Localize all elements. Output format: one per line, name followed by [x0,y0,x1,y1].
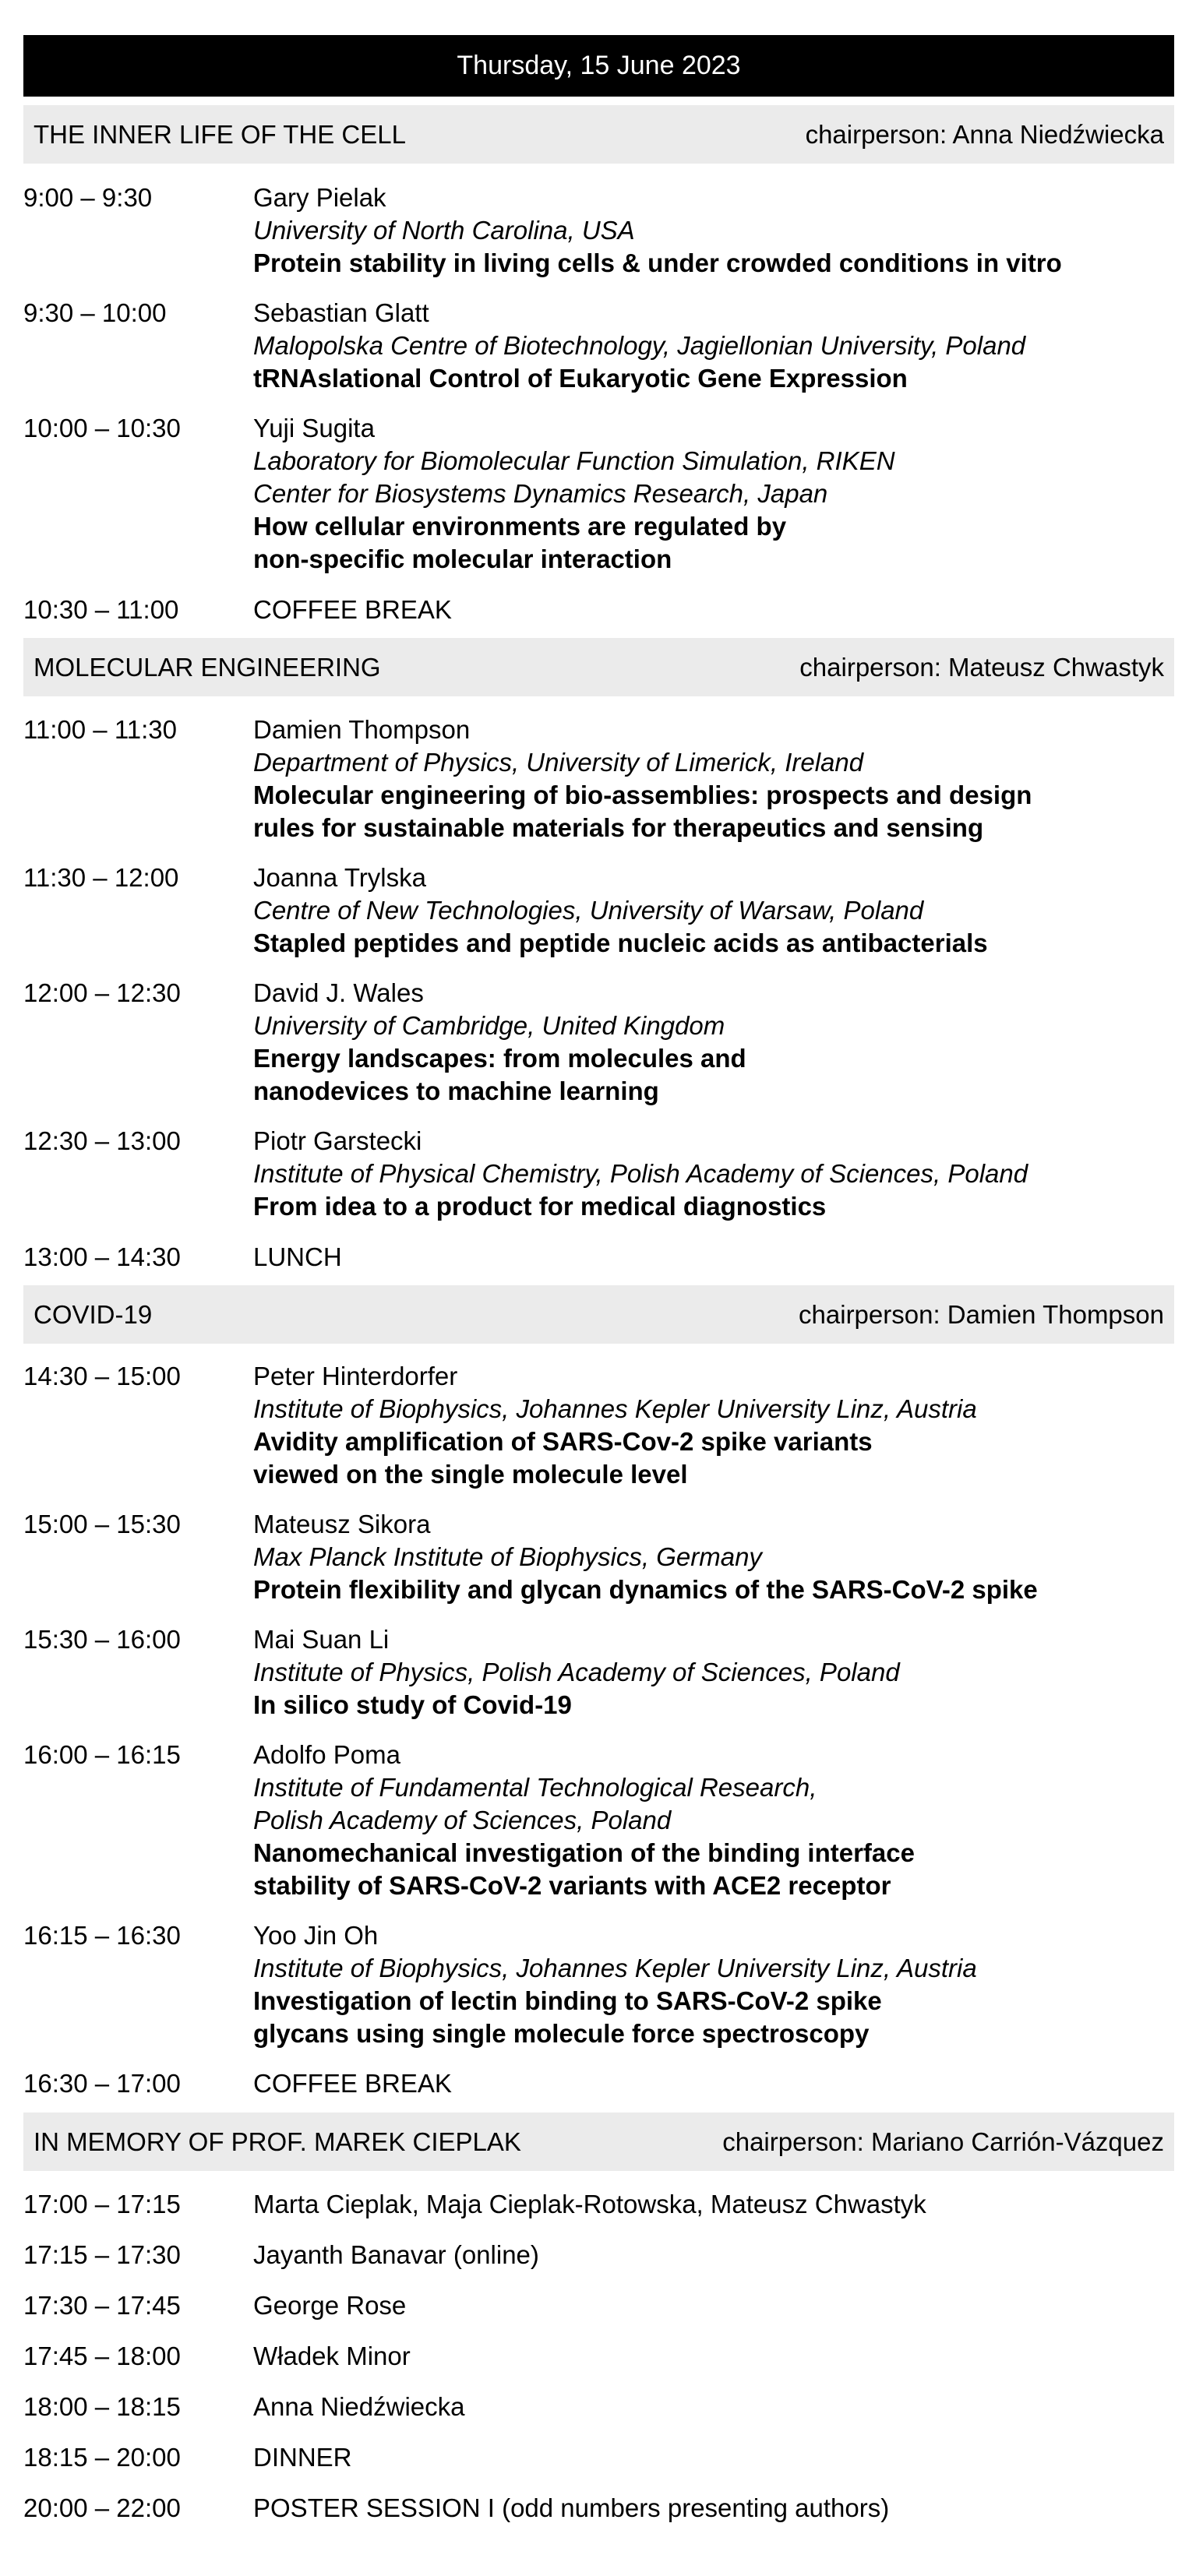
speaker-name: Mateusz Sikora [253,1510,431,1538]
speaker-name: Peter Hinterdorfer [253,1362,458,1390]
break-label: LUNCH [253,1242,342,1271]
day-date: Thursday, 15 June 2023 [457,51,741,80]
speaker-name: George Rose [253,2291,407,2320]
speaker-name: Yuji Sugita [253,414,375,442]
row-time: 17:45 – 18:00 [23,2342,181,2370]
session-header [23,105,1174,164]
talk-title: From idea to a product for medical diagnostics [253,1192,827,1221]
talk-title: In silico study of Covid-19 [253,1690,572,1719]
talk-title: rules for sustainable materials for therapeutics and sensing [253,813,984,842]
talk-title: stability of SARS-CoV-2 variants with ACE2 receptor [253,1871,891,1900]
affiliation: Center for Biosystems Dynamics Research, Japan [253,479,828,508]
talk-title: Investigation of lectin binding to SARS-CoV-2 spike [253,1986,882,2015]
row-time: 15:30 – 16:00 [23,1625,181,1654]
break-label: COFFEE BREAK [253,2069,452,2098]
talk-title: tRNAslational Control of Eukaryotic Gene Expression [253,364,908,393]
affiliation: Institute of Biophysics, Johannes Kepler University Linz, Austria [253,1394,977,1423]
affiliation: Department of Physics, University of Limerick, Ireland [253,748,864,777]
talk-title: nanodevices to machine learning [253,1077,659,1105]
session-chair: chairperson: Mariano Carrión-Vázquez [722,2127,1164,2156]
speaker-name: Gary Pielak [253,183,386,212]
row-content [253,2391,1173,2423]
row-time: 20:00 – 22:00 [23,2493,181,2522]
talk-title: non-specific molecular interaction [253,544,672,573]
talk-title: glycans using single molecule force spectroscopy [253,2019,870,2048]
day-header [23,35,1174,97]
talk-title: Molecular engineering of bio-assemblies: prospects and design [253,781,1032,809]
session-chair: chairperson: Damien Thompson [799,1299,1164,1329]
talk-title: Energy landscapes: from molecules and [253,1044,746,1073]
row-time: 10:00 – 10:30 [23,414,181,442]
affiliation: Institute of Physics, Polish Academy of Sciences, Poland [253,1658,900,1686]
row-time: 11:30 – 12:00 [23,863,179,892]
row-time: 13:00 – 14:30 [23,1242,181,1271]
speaker-name: Adolfo Poma [253,1740,400,1769]
speaker-name: Joanna Trylska [253,863,426,892]
row-content [253,2067,1173,2100]
talk-title: Nanomechanical investigation of the binding interface [253,1838,915,1867]
affiliation: Institute of Fundamental Technological Research, [253,1773,817,1802]
row-content [253,1919,1173,2050]
row-content [253,1125,1173,1223]
speaker-name: Marta Cieplak, Maja Cieplak-Rotowska, Mateusz Chwastyk [253,2190,926,2218]
row-content [253,2289,1173,2322]
row-content [253,1623,1173,1721]
row-content [253,181,1173,280]
session-name: COVID-19 [34,1299,153,1329]
speaker-name: Mai Suan Li [253,1625,390,1654]
session-chair: chairperson: Anna Niedźwiecka [805,119,1164,149]
speaker-name: Władek Minor [253,2342,411,2370]
break-label: DINNER [253,2443,352,2472]
affiliation: University of Cambridge, United Kingdom [253,1011,725,1040]
affiliation: Laboratory for Biomolecular Function Simulation, RIKEN [253,446,895,475]
row-content [253,1360,1173,1491]
row-time: 16:30 – 17:00 [23,2069,181,2098]
row-content [253,2340,1173,2373]
row-time: 18:00 – 18:15 [23,2392,181,2421]
row-content [253,1241,1173,1274]
speaker-name: Jayanth Banavar (online) [253,2240,539,2269]
row-content [253,862,1173,960]
speaker-name: Damien Thompson [253,715,471,744]
row-content [253,1739,1173,1902]
row-time: 12:00 – 12:30 [23,978,181,1007]
session-header [23,638,1174,696]
row-content [253,594,1173,626]
row-time: 10:30 – 11:00 [23,595,179,624]
speaker-name: Sebastian Glatt [253,298,429,327]
row-time: 17:30 – 17:45 [23,2291,181,2320]
row-content [253,412,1173,576]
session-name: MOLECULAR ENGINEERING [34,652,381,682]
row-content [253,977,1173,1108]
talk-title: Avidity amplification of SARS-Cov-2 spike variants [253,1427,873,1456]
affiliation: University of North Carolina, USA [253,216,635,245]
session-header [23,2113,1174,2171]
affiliation: Centre of New Technologies, University of Warsaw, Poland [253,896,924,925]
speaker-name: Piotr Garstecki [253,1126,422,1155]
speaker-name: Yoo Jin Oh [253,1921,379,1950]
row-time: 15:00 – 15:30 [23,1510,181,1538]
row-content [253,297,1173,395]
talk-title: viewed on the single molecule level [253,1460,688,1489]
row-time: 17:00 – 17:15 [23,2190,181,2218]
row-time: 12:30 – 13:00 [23,1126,181,1155]
row-content [253,2188,1173,2221]
row-content [253,2492,1173,2525]
poster-session-label: POSTER SESSION I (odd numbers presenting authors) [253,2493,890,2522]
row-time: 16:15 – 16:30 [23,1921,181,1950]
break-label: COFFEE BREAK [253,595,452,624]
affiliation: Malopolska Centre of Biotechnology, Jagiellonian University, Poland [253,331,1026,360]
talk-title: Stapled peptides and peptide nucleic acids as antibacterials [253,929,988,957]
affiliation: Institute of Physical Chemistry, Polish Academy of Sciences, Poland [253,1159,1028,1188]
row-content [253,714,1173,844]
session-header [23,1285,1174,1344]
speaker-name: Anna Niedźwiecka [253,2392,465,2421]
row-time: 17:15 – 17:30 [23,2240,181,2269]
row-content [253,1508,1173,1606]
talk-title: How cellular environments are regulated by [253,512,787,541]
speaker-name: David J. Wales [253,978,424,1007]
row-time: 9:30 – 10:00 [23,298,167,327]
session-name: IN MEMORY OF PROF. MAREK CIEPLAK [34,2127,521,2156]
row-content [253,2441,1173,2474]
affiliation: Max Planck Institute of Biophysics, Germany [253,1542,762,1571]
row-content [253,2239,1173,2271]
row-time: 14:30 – 15:00 [23,1362,181,1390]
affiliation: Polish Academy of Sciences, Poland [253,1806,672,1834]
row-time: 16:00 – 16:15 [23,1740,181,1769]
talk-title: Protein stability in living cells & under crowded conditions in vitro [253,248,1062,277]
row-time: 11:00 – 11:30 [23,715,177,744]
session-chair: chairperson: Mateusz Chwastyk [799,652,1164,682]
talk-title: Protein flexibility and glycan dynamics of the SARS-CoV-2 spike [253,1575,1038,1604]
row-time: 9:00 – 9:30 [23,183,153,212]
affiliation: Institute of Biophysics, Johannes Kepler University Linz, Austria [253,1954,977,1982]
row-time: 18:15 – 20:00 [23,2443,181,2472]
session-name: THE INNER LIFE OF THE CELL [34,119,406,149]
